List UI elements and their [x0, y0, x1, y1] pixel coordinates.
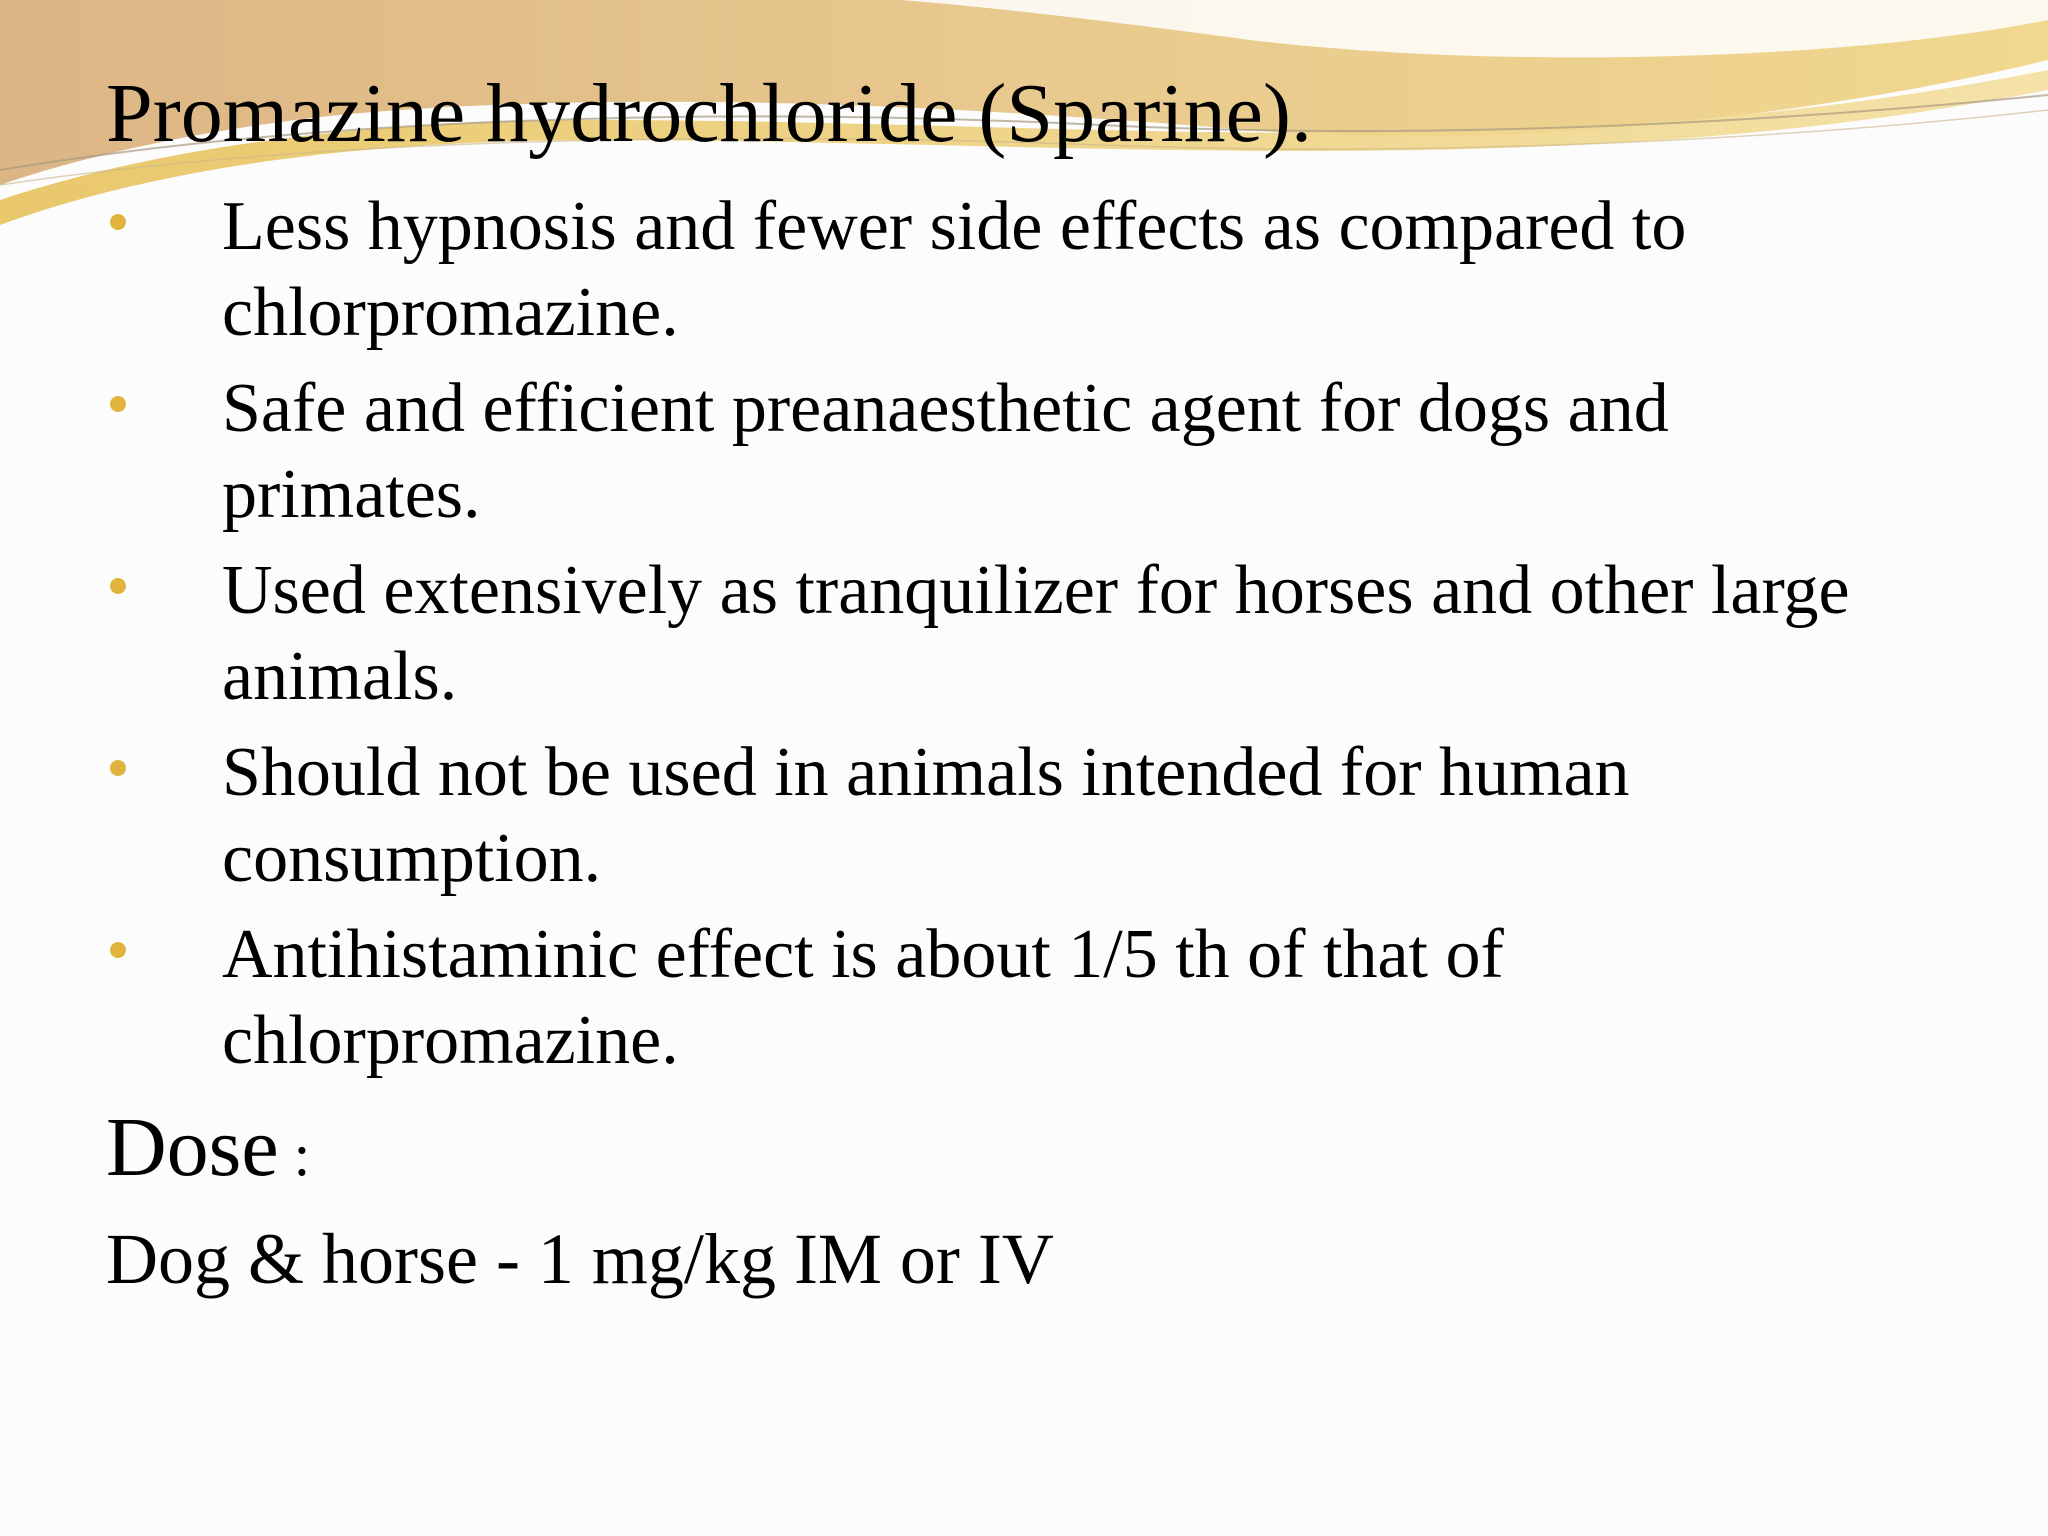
bullet-text: Antihistaminic effect is about 1/5 th of that of chlorpromazine. — [222, 916, 1504, 1079]
bullet-text: Less hypnosis and fewer side effects as compared to chlorpromazine. — [222, 188, 1687, 351]
bullet-dot-icon — [110, 396, 126, 412]
dose-text: Dog & horse - 1 mg/kg IM or IV — [106, 1219, 1054, 1299]
bullet-item — [0, 730, 1922, 902]
bullet-item — [0, 184, 1922, 356]
bullet-item — [0, 548, 1922, 720]
bullet-text: Used extensively as tranquilizer for horses and other large animals. — [222, 552, 1850, 715]
dose-heading-label: Dose — [106, 1101, 279, 1194]
bullet-dot-icon — [110, 760, 126, 776]
slide-title: Promazine hydrochloride (Sparine). — [106, 67, 1312, 160]
bullet-dot-icon — [110, 214, 126, 230]
bullet-text: Should not be used in animals intended for human consumption. — [222, 734, 1630, 897]
bullet-dot-icon — [110, 942, 126, 958]
bullet-item — [0, 366, 1922, 538]
bullet-list — [0, 184, 2048, 1094]
dose-heading — [106, 1098, 310, 1205]
bullet-dot-icon — [110, 578, 126, 594]
dose-heading-colon: : — [278, 1122, 311, 1188]
bullet-item — [0, 912, 1922, 1084]
bullet-text: Safe and efficient preanaesthetic agent for dogs and primates. — [222, 370, 1669, 533]
